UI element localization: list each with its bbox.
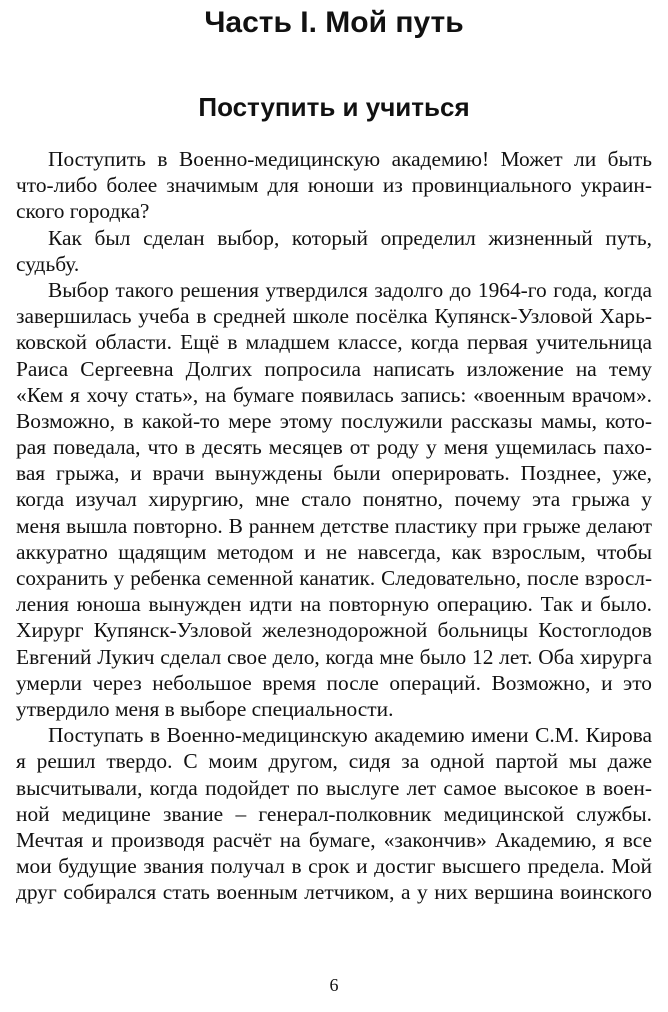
- text-line: меня вышла повторно. В раннем детстве пластику при грыже делают: [16, 513, 652, 538]
- section-title: Поступить и учиться: [198, 92, 470, 122]
- text-line: ского городка?: [16, 199, 150, 224]
- paragraph: [16, 146, 652, 225]
- text-line: «Кем я хочу стать», на бумаге появилась запись: «военным врачом».: [16, 382, 652, 407]
- text-line: Поступить в Военно-медицинскую академию! Может ли быть: [48, 147, 652, 171]
- text-line: друг собирался стать военным летчиком, а у них вершина воинского: [16, 880, 652, 905]
- text-line: Раиса Сергеевна Долгих попросила написать изложение на тему: [16, 356, 652, 381]
- text-line: Выбор такого решения утвердился задолго до 1964-го года, когда: [48, 277, 652, 302]
- text-line: сохранить у ребенка семенной канатик. Следовательно, после взросл-: [16, 566, 652, 590]
- text-line: Поступать в Военно-медицинскую академию имени С.М. Кирова: [48, 723, 652, 748]
- text-line: умерли через небольшое время после операций. Возможно, и это: [16, 670, 652, 695]
- text-line: Возможно, в какой-то мере этому послужили рассказы мамы, кото-: [16, 408, 652, 433]
- text-line: Евгений Лукич сделал свое дело, когда мне было 12 лет. Оба хирурга: [16, 644, 652, 669]
- text-line: что-либо более значимым для юноши из провинциального украин-: [16, 173, 652, 198]
- text-line: судьбу.: [16, 251, 80, 276]
- text-line: рая поведала, что в десять месяцев от роду у меня ущемилась пахо-: [16, 435, 652, 460]
- text-line: мои будущие звания получал в срок и достиг высшего предела. Мой: [16, 854, 652, 879]
- text-line: Хирург Купянск-Узловой железнодорожной больницы Костоглодов: [16, 618, 652, 643]
- text-line: я решил твердо. С моим другом, сидя за одной партой мы даже: [16, 749, 652, 774]
- body-text: [16, 146, 652, 905]
- paragraph: [16, 225, 652, 277]
- text-line: Мечтая и производя расчёт на бумаге, «закончив» Академию, я все: [16, 827, 652, 852]
- text-line: ной медицине звание – генерал-полковник медицинской службы.: [16, 801, 652, 826]
- text-line: завершилась учеба в средней школе посёлка Купянск-Узловой Харь-: [16, 304, 652, 329]
- text-line: Как был сделан выбор, который определил жизненный путь,: [48, 225, 652, 250]
- page-number: 6: [329, 975, 339, 995]
- text-line: когда изучал хирургию, мне стало понятно, почему эта грыжа у: [16, 487, 652, 512]
- text-line: утвердило меня в выборе специальности.: [16, 696, 394, 721]
- text-line: аккуратно щадящим методом и не навсегда, как взрослым, чтобы: [16, 539, 652, 564]
- paragraph: [16, 722, 652, 905]
- text-line: высчитывали, когда подойдет по выслуге лет самое высокое в воен-: [16, 775, 652, 800]
- paragraph: [16, 277, 652, 722]
- part-title: Часть I. Мой путь: [204, 6, 464, 39]
- text-line: ления юноша вынужден идти на повторную операцию. Так и было.: [16, 592, 652, 617]
- text-line: ковской области. Ещё в младшем классе, когда первая учительница: [16, 330, 652, 355]
- text-line: вая грыжа, и врачи вынуждены были оперировать. Позднее, уже,: [16, 461, 652, 486]
